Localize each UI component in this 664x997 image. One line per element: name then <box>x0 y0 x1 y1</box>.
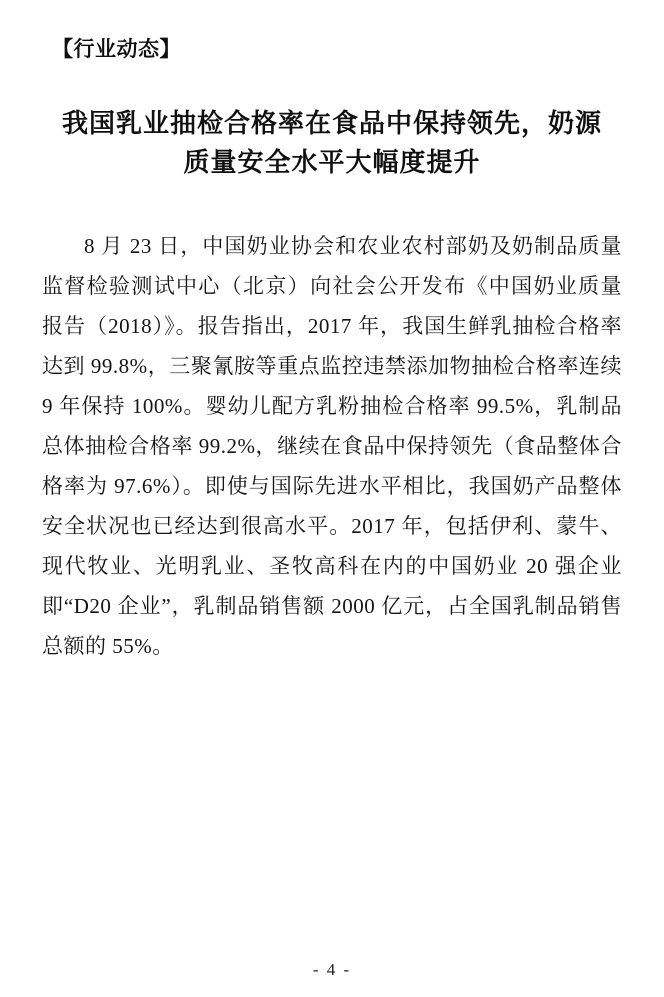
page-number: - 4 - <box>312 960 352 979</box>
article-title <box>36 104 628 182</box>
article-title-line1: 我国乳业抽检合格率在食品中保持领先，奶源 <box>61 109 602 138</box>
article-title-line2: 质量安全水平大幅度提升 <box>183 148 481 177</box>
article-paragraph: 8 月 23 日，中国奶业协会和农业农村部奶及奶制品质量监督检验测试中心（北京）向社会公开发布《中国奶业质量报告（2018）》。报告指出，2017 年，我国生鲜乳抽检合格率达到 99.8%，三聚氰胺等重点监控违禁添加物抽检合格率连续 9 年保持 100%。婴幼儿配方乳粉抽检合格率 99.5%，乳制品总体抽检合格率 99.2%，继续在食品中保持领先（食品整体合格率为 97.6%）。即使与国际先进水平相比，我国奶产品整体安全状况也已经达到很高水平。2017 年，包括伊利、蒙牛、现代牧业、光明乳业、圣牧高科在内的中国奶业 20 强企业即“D20 企业”，乳制品销售额 2000 亿元，占全国乳制品销售总额的 55%。 <box>42 234 622 658</box>
section-header: 【行业动态】 <box>52 38 181 61</box>
